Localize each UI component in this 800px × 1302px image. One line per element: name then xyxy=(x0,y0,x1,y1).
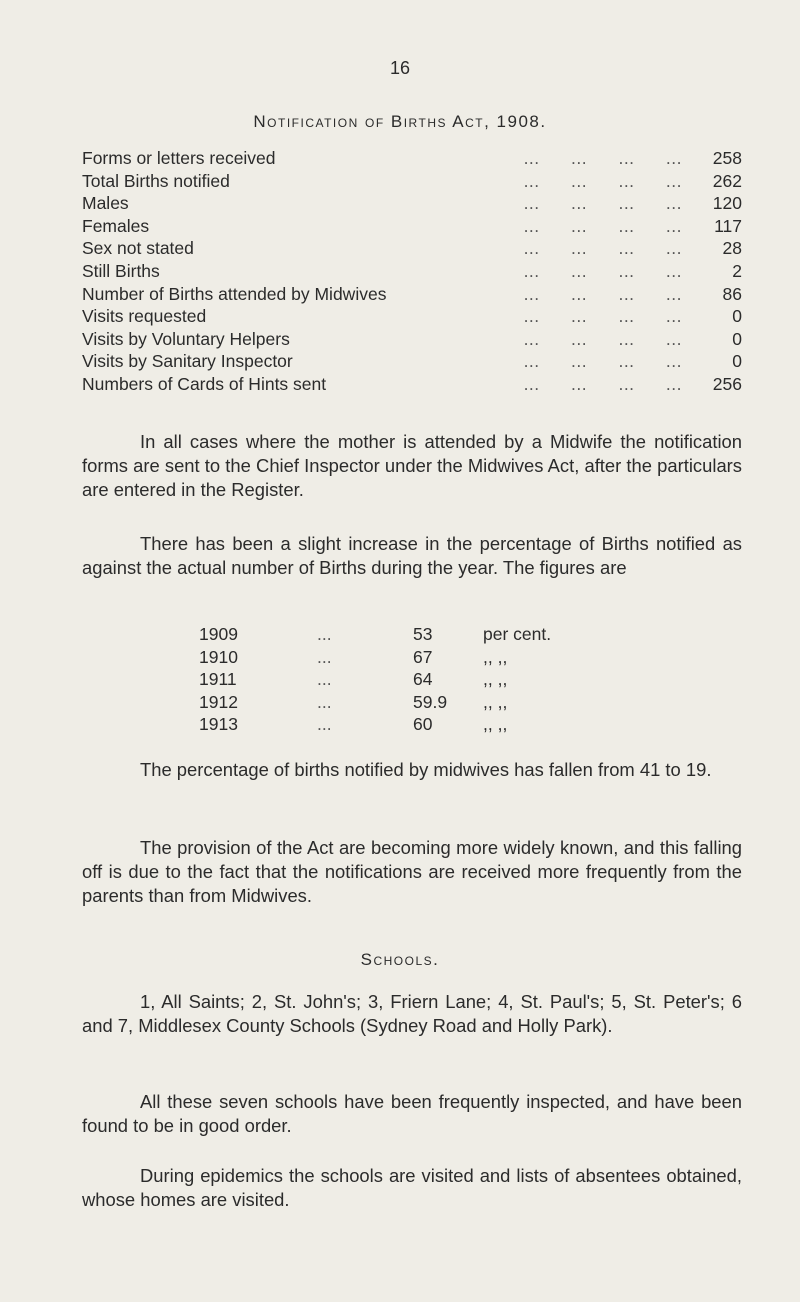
stat-row xyxy=(82,261,742,284)
year-percentage: 60 xyxy=(413,714,433,735)
stat-label: Sex not stated xyxy=(82,238,200,259)
dot-leader: ... xyxy=(317,624,332,644)
stat-label: Visits by Sanitary Inspector xyxy=(82,351,299,372)
notification-heading: Notification of Births Act, 1908. xyxy=(253,112,547,131)
stat-row xyxy=(82,351,742,374)
stat-row xyxy=(82,216,742,239)
fallen-paragraph: The percentage of births notified by midwives has fallen from 41 to 19. xyxy=(140,759,712,780)
year-percentage: 53 xyxy=(413,624,433,644)
stat-label: Males xyxy=(82,193,135,214)
stat-row xyxy=(82,193,742,216)
schools-list-paragraph: 1, All Saints; 2, St. John's; 3, Friern Lane; 4, St. Paul's; 5, St. Peter's; 6 and 7, Middlesex County Schools (Sydney Road and Holly Park). xyxy=(82,991,742,1036)
inspected-paragraph: All these seven schools have been frequently inspected, and have been found to be in good order. xyxy=(82,1091,742,1136)
year-percentage: 59.9 xyxy=(413,691,448,712)
year-unit: ,, ,, xyxy=(483,691,508,712)
schools-heading: Schools. xyxy=(360,950,440,969)
stat-value: 0 xyxy=(732,306,742,327)
stat-value: 117 xyxy=(714,215,742,236)
dot-leader: ... ... ... ... xyxy=(523,283,682,304)
year-row xyxy=(199,624,619,647)
dot-leader: ... ... ... ... xyxy=(523,170,682,191)
year-label: 1909 xyxy=(199,624,238,644)
yearly-figures-table xyxy=(199,624,619,737)
year-percentage: 67 xyxy=(413,646,433,667)
provision-paragraph: The provision of the Act are becoming more widely known, and this falling off is due to the fact that the notifications are received more frequently from the parents than from Midwives. xyxy=(82,837,742,906)
dot-leader: ... ... ... ... xyxy=(523,373,682,394)
increase-paragraph: There has been a slight increase in the percentage of Births notified as against the actual number of Births during the year. The figures are xyxy=(82,533,742,578)
stat-value: 120 xyxy=(712,193,742,214)
year-row xyxy=(199,647,619,670)
notification-stats-table xyxy=(82,148,742,397)
stat-label: Forms or letters received xyxy=(82,148,282,169)
year-unit: ,, ,, xyxy=(483,669,508,690)
midwife-paragraph: In all cases where the mother is attended by a Midwife the notification forms are sent to the Chief Inspector under the Midwives Act, after the particulars are entered in the Register. xyxy=(82,431,742,500)
stat-label: Still Births xyxy=(82,261,166,282)
stat-label: Visits requested xyxy=(82,306,212,327)
dot-leader: ... ... ... ... xyxy=(523,328,682,349)
year-label: 1911 xyxy=(199,669,237,690)
stat-value: 262 xyxy=(712,170,742,191)
dot-leader: ... ... ... ... xyxy=(523,215,682,236)
dot-leader: ... ... ... ... xyxy=(523,148,682,168)
stat-label: Visits by Voluntary Helpers xyxy=(82,329,296,350)
year-row xyxy=(199,669,619,692)
stat-value: 258 xyxy=(712,148,742,168)
stat-row xyxy=(82,329,742,352)
year-row xyxy=(199,714,619,737)
stat-row xyxy=(82,284,742,307)
dot-leader: ... xyxy=(317,714,332,735)
stat-value: 256 xyxy=(712,373,742,394)
dot-leader: ... xyxy=(317,646,332,667)
stat-row xyxy=(82,374,742,397)
stat-label: Total Births notified xyxy=(82,171,236,192)
epidemics-paragraph: During epidemics the schools are visited and lists of absentees obtained, whose homes are visited. xyxy=(82,1165,742,1210)
dot-leader: ... ... ... ... xyxy=(523,306,682,327)
dot-leader: ... xyxy=(317,691,332,712)
stat-label: Females xyxy=(82,216,155,237)
dot-leader: ... ... ... ... xyxy=(523,260,682,281)
stat-value: 0 xyxy=(732,351,742,372)
dot-leader: ... xyxy=(317,669,332,690)
stat-value: 0 xyxy=(732,328,742,349)
dot-leader: ... ... ... ... xyxy=(523,351,682,372)
stat-value: 86 xyxy=(722,283,742,304)
stat-label: Number of Births attended by Midwives xyxy=(82,284,392,305)
page-number: 16 xyxy=(389,58,411,78)
dot-leader: ... ... ... ... xyxy=(523,238,682,259)
year-label: 1913 xyxy=(199,714,238,735)
stat-row xyxy=(82,148,742,171)
stat-row xyxy=(82,306,742,329)
stat-label: Numbers of Cards of Hints sent xyxy=(82,374,332,395)
year-unit: per cent. xyxy=(483,624,552,644)
year-label: 1912 xyxy=(199,691,238,712)
stat-row xyxy=(82,171,742,194)
stat-row xyxy=(82,238,742,261)
year-unit: ,, ,, xyxy=(483,646,508,667)
year-percentage: 64 xyxy=(413,669,433,690)
dot-leader: ... ... ... ... xyxy=(523,193,682,214)
year-label: 1910 xyxy=(199,646,238,667)
stat-value: 28 xyxy=(722,238,742,259)
stat-value: 2 xyxy=(732,260,742,281)
year-row xyxy=(199,692,619,715)
year-unit: ,, ,, xyxy=(483,714,508,735)
